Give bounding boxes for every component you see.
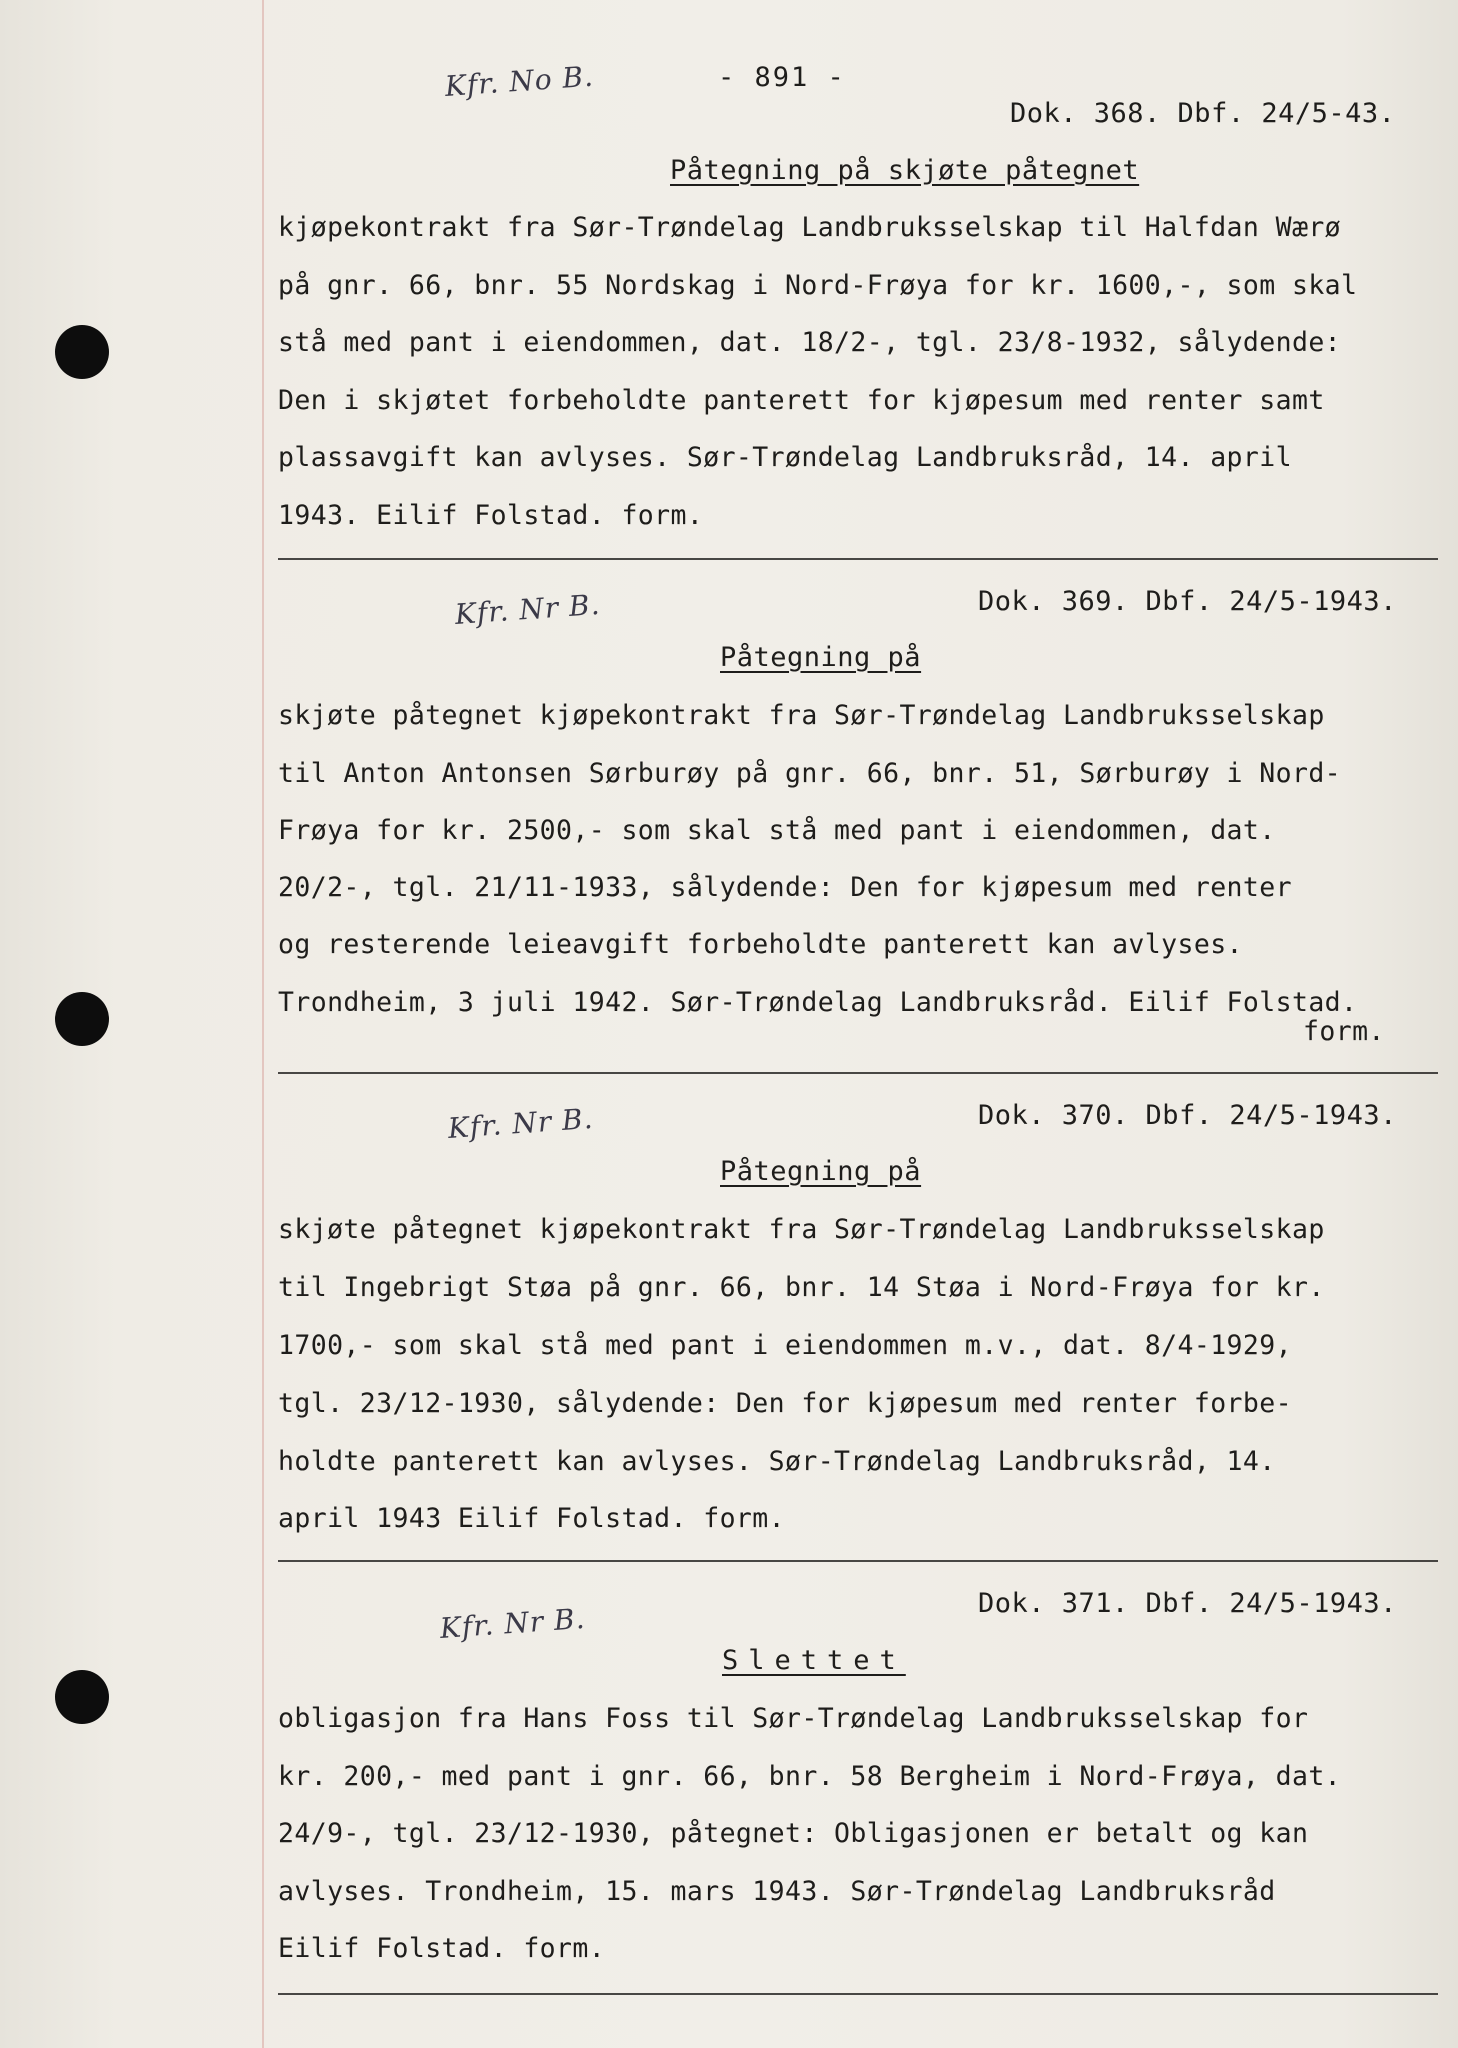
entry-divider [278, 1993, 1438, 1995]
document-reference: Dok. 369. Dbf. 24/5-1943. [978, 586, 1397, 617]
entry-text-line: til Ingebrigt Støa på gnr. 66, bnr. 14 Støa i Nord-Frøya for kr. [278, 1272, 1325, 1303]
entry-divider [278, 1560, 1438, 1562]
punch-hole-middle [55, 992, 109, 1046]
entry-text-line: avlyses. Trondheim, 15. mars 1943. Sør-Trøndelag Landbruksråd [278, 1876, 1276, 1907]
entry-text-line: 24/9-, tgl. 23/12-1930, påtegnet: Obligasjonen er betalt og kan [278, 1818, 1309, 1849]
margin-annotation: Kfr. Nr B. [453, 587, 602, 631]
entry-text-line: Eilif Folstad. form. [278, 1933, 606, 1964]
entry-heading: Påtegning på [720, 642, 922, 673]
entry-text-line: på gnr. 66, bnr. 55 Nordskag i Nord-Frøya for kr. 1600,-, som skal [278, 270, 1358, 301]
entry-heading: Slettet [722, 1645, 906, 1676]
entry-text-line: plassavgift kan avlyses. Sør-Trøndelag Landbruksråd, 14. april [278, 442, 1292, 473]
entry-text-line: til Anton Antonsen Sørburøy på gnr. 66, bnr. 51, Sørburøy i Nord- [278, 758, 1342, 789]
entry-text-line: Frøya for kr. 2500,- som skal stå med pant i eiendommen, dat. [278, 815, 1276, 846]
margin-annotation: Kfr. Nr B. [438, 1601, 587, 1645]
margin-annotation: Kfr. Nr B. [446, 1101, 595, 1145]
punch-hole-bottom [55, 1670, 109, 1724]
entry-text-line: 1943. Eilif Folstad. form. [278, 500, 704, 531]
entry-text-line: 1700,- som skal stå med pant i eiendommen m.v., dat. 8/4-1929, [278, 1330, 1292, 1361]
document-reference: Dok. 370. Dbf. 24/5-1943. [978, 1100, 1397, 1131]
entry-text-line: kr. 200,- med pant i gnr. 66, bnr. 58 Bergheim i Nord-Frøya, dat. [278, 1761, 1342, 1792]
entry-text-line: og resterende leieavgift forbeholdte panterett kan avlyses. [278, 929, 1243, 960]
entry-text-line: april 1943 Eilif Folstad. form. [278, 1503, 785, 1534]
document-reference: Dok. 368. Dbf. 24/5-43. [1010, 98, 1396, 129]
entry-text-line: stå med pant i eiendommen, dat. 18/2-, tgl. 23/8-1932, sålydende: [278, 327, 1342, 358]
entry-text-line: 20/2-, tgl. 21/11-1933, sålydende: Den for kjøpesum med renter [278, 872, 1292, 903]
margin-line [262, 0, 264, 2048]
entry-text-line: kjøpekontrakt fra Sør-Trøndelag Landbruksselskap til Halfdan Wærø [278, 212, 1342, 243]
entry-text-line: tgl. 23/12-1930, sålydende: Den for kjøpesum med renter forbe- [278, 1388, 1292, 1419]
entry-heading: Påtegning på skjøte påtegnet [670, 155, 1140, 186]
entry-divider [278, 558, 1438, 560]
margin-annotation: Kfr. No B. [443, 59, 595, 103]
entry-text-line: obligasjon fra Hans Foss til Sør-Trøndelag Landbruksselskap for [278, 1703, 1309, 1734]
entry-text-line: skjøte påtegnet kjøpekontrakt fra Sør-Trøndelag Landbruksselskap [278, 1214, 1325, 1245]
entry-heading: Påtegning på [720, 1156, 922, 1187]
entry-text-line: form. [1303, 1016, 1385, 1047]
document-reference: Dok. 371. Dbf. 24/5-1943. [978, 1588, 1397, 1619]
entry-text-line: skjøte påtegnet kjøpekontrakt fra Sør-Trøndelag Landbruksselskap [278, 700, 1325, 731]
punch-hole-top [55, 325, 109, 379]
entry-text-line: holdte panterett kan avlyses. Sør-Trøndelag Landbruksråd, 14. [278, 1446, 1276, 1477]
entry-divider [278, 1072, 1438, 1074]
entry-text-line: Trondheim, 3 juli 1942. Sør-Trøndelag Landbruksråd. Eilif Folstad. [278, 987, 1358, 1018]
entry-text-line: Den i skjøtet forbeholdte panterett for kjøpesum med renter samt [278, 385, 1325, 416]
page-number: - 891 - [718, 62, 846, 93]
